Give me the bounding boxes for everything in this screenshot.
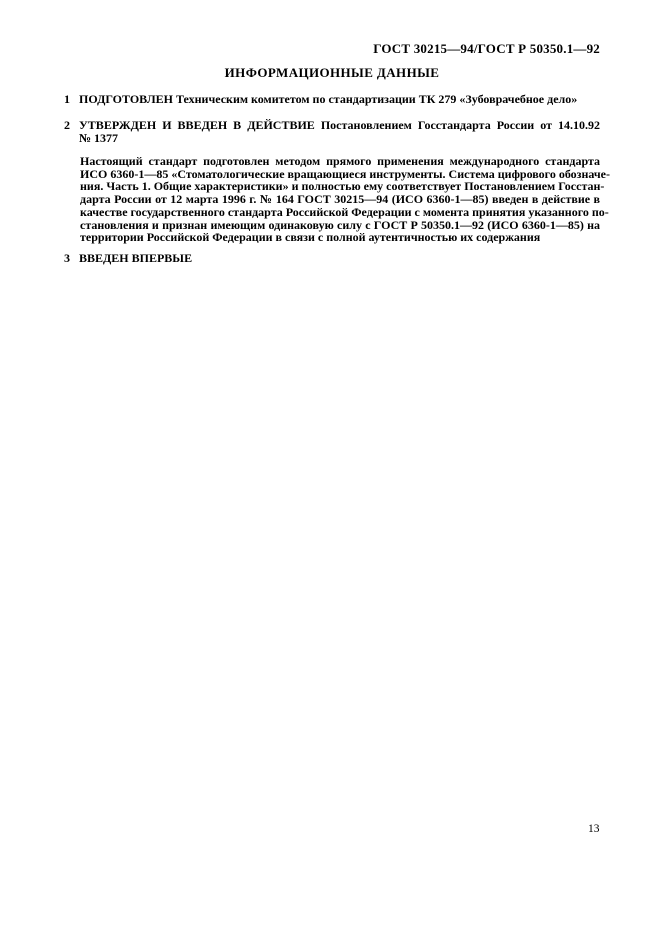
item-1-line-1: ПОДГОТОВЛЕН Техническим комитетом по стандартизации ТК 279 «Зубоврачебное дело» [79,92,578,106]
item-3-number: 3 [64,251,70,265]
paragraph-line-5: качестве государственного стандарта Российской Федерации с момента принятия указанного по- [80,204,609,219]
page-number: 13 [588,823,600,835]
paragraph-line-6: становления и признан имеющим одинаковую силу с ГОСТ Р 50350.1—92 (ИСО 6360-1—85) на [80,217,600,232]
running-header: ГОСТ 30215—94/ГОСТ Р 50350.1—92 [373,41,600,56]
list-item-2 [64,119,600,144]
item-3-text [79,252,600,265]
item-2-number: 2 [64,118,70,132]
item-2-text [79,119,600,144]
item-1-text [79,93,600,106]
paragraph-line-2: ИСО 6360-1—85 «Стоматологические вращающиеся инструменты. Система цифрового обозначе- [80,166,611,181]
body-paragraph [80,154,611,245]
item-2-line-2: № 1377 [79,130,119,145]
paragraph-line-3: ния. Часть 1. Общие характеристики» и полностью ему соответствует Постановлением Госстан- [80,179,605,194]
item-2-line-1: УТВЕРЖДЕН И ВВЕДЕН В ДЕЙСТВИЕ Постановлением Госстандарта России от 14.10.92 [79,118,600,132]
list-item-3 [64,252,600,265]
paragraph-line-1: Настоящий стандарт подготовлен методом прямого применения международного стандарта [80,154,600,168]
paragraph-line-7: территории Российской Федерации в связи с полной аутентичностью их содержания [80,230,541,245]
page-title: ИНФОРМАЦИОННЫЕ ДАННЫЕ [224,65,440,80]
paragraph-line-4: дарта России от 12 марта 1996 г. № 164 ГОСТ 30215—94 (ИСО 6360-1—85) введен в действие в [80,192,600,207]
list-item-1 [64,93,600,106]
item-1-number: 1 [64,92,70,106]
item-3-line-1: ВВЕДЕН ВПЕРВЫЕ [79,251,193,265]
